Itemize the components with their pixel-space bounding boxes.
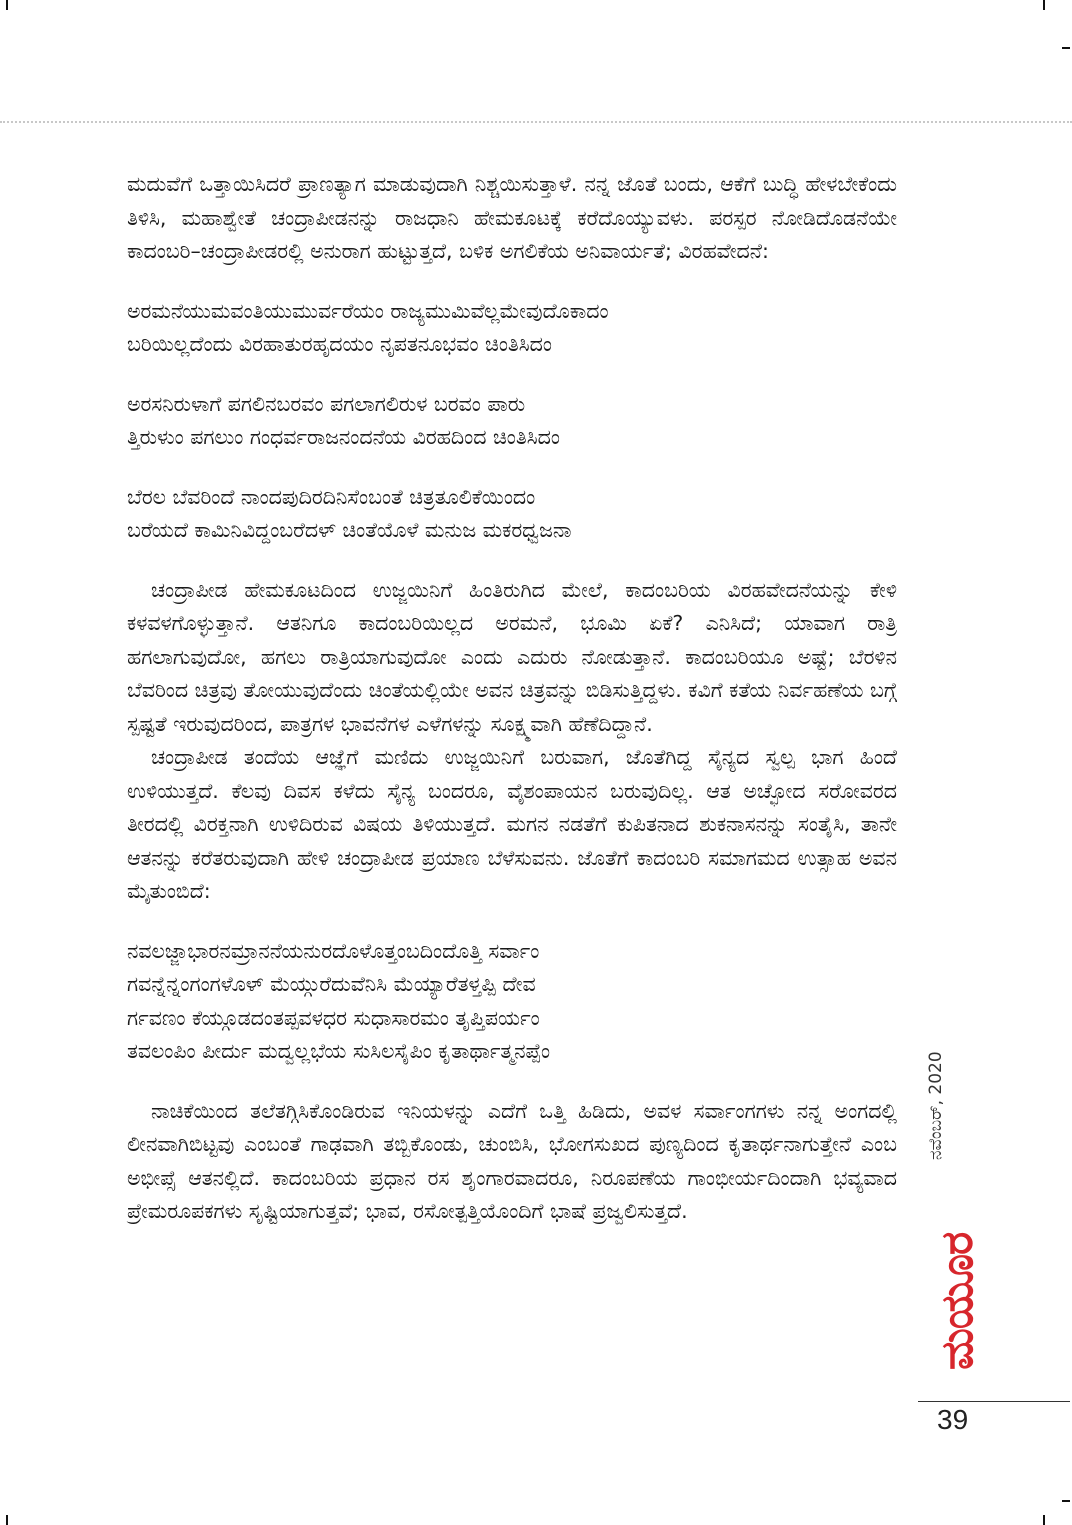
paragraph-2: ಚಂದ್ರಾಪೀಡ ಹೇಮಕೂಟದಿಂದ ಉಜ್ಜಯಿನಿಗೆ ಹಿಂತಿರುಗಿದ ಮೇಲೆ, ಕಾದಂಬರಿಯ ವಿರಹವೇದನೆಯನ್ನು ಕೇಳಿ ಕಳವಳಗೊಳ್ಳುತ್ತಾನೆ. ಆತನಿಗೂ ಕಾದಂಬರಿಯಿಲ್ಲದ ಅರಮನೆ, ಭೂಮಿ ಏಕೆ? ಎನಿಸಿದೆ; ಯಾವಾಗ ರಾತ್ರಿ ಹಗಲಾಗುವುದೋ, ಹಗಲು ರಾತ್ರಿಯಾಗುವುದೋ ಎಂದು ಎದುರು ನೋಡುತ್ತಾನೆ. ಕಾದಂಬರಿಯೂ ಅಷ್ಟೆ; ಬೆರಳಿನ ಬೆವರಿಂದ ಚಿತ್ರವು ತೋಯುವುದೆಂದು ಚಿಂತೆಯಲ್ಲಿಯೇ ಅವನ ಚಿತ್ರವನ್ನು ಬಿಡಿಸುತ್ತಿದ್ದಳು. ಕವಿಗೆ ಕತೆಯ ನಿರ್ವಹಣೆಯ ಬಗ್ಗೆ ಸ್ಪಷ್ಟತೆ ಇರುವುದರಿಂದ, ಪಾತ್ರಗಳ ಭಾವನೆಗಳ ಎಳೆಗಳನ್ನು ಸೂಕ್ಷ್ಮವಾಗಿ ಹೆಣೆದಿದ್ದಾನೆ. <box>127 577 897 736</box>
crop-mark-top-right <box>1043 0 1045 10</box>
crop-mark-right-bottom <box>1062 1500 1070 1502</box>
article-body <box>127 168 897 1229</box>
verse-1 <box>127 295 897 362</box>
verse-3 <box>127 481 897 548</box>
verse-line: ತವಲಂಪಿಂ ಪೀರ್ದು ಮದ್ವಲ್ಲಭೆಯ ಸುಸಿಲಸೈಪಿಂ ಕೃತಾರ್ಥಾತ್ಮನಪ್ಪೆಂ <box>127 1039 551 1063</box>
paragraph-1: ಮದುವೆಗೆ ಒತ್ತಾಯಿಸಿದರೆ ಪ್ರಾಣತ್ಯಾಗ ಮಾಡುವುದಾಗಿ ನಿಶ್ಚಯಿಸುತ್ತಾಳೆ. ನನ್ನ ಜೊತೆ ಬಂದು, ಆಕೆಗೆ ಬುದ್ಧಿ ಹೇಳಬೇಕೆಂದು ತಿಳಿಸಿ, ಮಹಾಶ್ವೇತೆ ಚಂದ್ರಾಪೀಡನನ್ನು ರಾಜಧಾನಿ ಹೇಮಕೂಟಕ್ಕೆ ಕರೆದೊಯ್ಯುವಳು. ಪರಸ್ಪರ ನೋಡಿದೊಡನೆಯೇ ಕಾದಂಬರಿ–ಚಂದ್ರಾಪೀಡರಲ್ಲಿ ಅನುರಾಗ ಹುಟ್ಟುತ್ತದೆ, ಬಳಿಕ ಅಗಲಿಕೆಯ ಅನಿವಾರ್ಯತೆ; ವಿರಹವೇದನೆ: <box>127 172 897 263</box>
page-number: 39 <box>937 1404 969 1435</box>
verse-line: ಬೆರಲ ಬೆವರಿಂದೆ ನಾಂದಪುದಿರದಿನಿಸೆಂಬಂತೆ ಚಿತ್ರತೂಲಿಕೆಯಿಂದಂ <box>127 484 536 509</box>
crop-mark-right-top <box>1062 47 1070 49</box>
crop-mark-top-left <box>6 0 8 10</box>
paragraph-4: ನಾಚಿಕೆಯಿಂದ ತಲೆತಗ್ಗಿಸಿಕೊಂಡಿರುವ ಇನಿಯಳನ್ನು ಎದೆಗೆ ಒತ್ತಿ ಹಿಡಿದು, ಅವಳ ಸರ್ವಾಂಗಗಳು ನನ್ನ ಅಂಗದಲ್ಲಿ ಲೀನವಾಗಿಬಿಟ್ಟವು ಎಂಬಂತೆ ಗಾಢವಾಗಿ ತಬ್ಬಿಕೊಂಡು, ಚುಂಬಿಸಿ, ಭೋಗಸುಖದ ಪುಣ್ಯದಿಂದ ಕೃತಾರ್ಥನಾಗುತ್ತೇನೆ ಎಂಬ ಅಭೀಪ್ಸೆ ಆತನಲ್ಲಿದೆ. ಕಾದಂಬರಿಯ ಪ್ರಧಾನ ರಸ ಶೃಂಗಾರವಾದರೂ, ನಿರೂಪಣೆಯ ಗಾಂಭೀರ್ಯದಿಂದಾಗಿ ಭವ್ಯವಾದ ಪ್ರೇಮರೂಪಕಗಳು ಸೃಷ್ಟಿಯಾಗುತ್ತವೆ; ಭಾವ, ರಸೋತ್ಪತ್ತಿಯೊಂದಿಗೆ ಭಾಷೆ ಪ್ರಜ್ವಲಿಸುತ್ತದೆ. <box>127 1098 897 1223</box>
verse-2 <box>127 388 897 455</box>
verse-line: ಅರಮನೆಯುಮವಂತಿಯುಮುರ್ವರೆಯಂ ರಾಜ್ಯಮುಮಿವೆಲ್ಲಮೇವುದೊಕಾದಂ <box>127 298 609 323</box>
verse-line: ತ್ತಿರುಳುಂ ಪಗಲುಂ ಗಂಧರ್ವರಾಜನಂದನೆಯ ವಿರಹದಿಂದ ಚಿಂತಿಸಿದಂ <box>127 425 560 449</box>
verse-line: ರ್ಗವಣಂ ಕೆಯ್ಗೂಡದಂತಪ್ಪವಳಧರ ಸುಧಾಸಾರಮಂ ತೃಪ್ತಿಪರ್ಯಂ <box>127 1005 540 1030</box>
crop-mark-bottom-right <box>1043 1515 1045 1525</box>
page-number-rule <box>918 1401 1070 1402</box>
paragraph-3: ಚಂದ್ರಾಪೀಡ ತಂದೆಯ ಆಜ್ಞೆಗೆ ಮಣಿದು ಉಜ್ಜಯಿನಿಗೆ ಬರುವಾಗ, ಜೊತೆಗಿದ್ದ ಸೈನ್ಯದ ಸ್ವಲ್ಪ ಭಾಗ ಹಿಂದೆ ಉಳಿಯುತ್ತದೆ. ಕೆಲವು ದಿವಸ ಕಳೆದು ಸೈನ್ಯ ಬಂದರೂ, ವೈಶಂಪಾಯನ ಬರುವುದಿಲ್ಲ. ಆತ ಅಚ್ಛೋದ ಸರೋವರದ ತೀರದಲ್ಲಿ ವಿರಕ್ತನಾಗಿ ಉಳಿದಿರುವ ವಿಷಯ ತಿಳಿಯುತ್ತದೆ. ಮಗನ ನಡತೆಗೆ ಕುಪಿತನಾದ ಶುಕನಾಸನನ್ನು ಸಂತೈಸಿ, ತಾನೇ ಆತನನ್ನು ಕರೆತರುವುದಾಗಿ ಹೇಳಿ ಚಂದ್ರಾಪೀಡ ಪ್ರಯಾಣ ಬೆಳೆಸುವನು. ಜೊತೆಗೆ ಕಾದಂಬರಿ ಸಮಾಗಮದ ಉತ್ಸಾಹ ಅವನ ಮೈತುಂಬಿದೆ: <box>127 745 897 903</box>
verse-line: ಬರಿಯಿಲ್ಲದೆಂದು ವಿರಹಾತುರಹೃದಯಂ ನೃಪತನೂಭವಂ ಚಿಂತಿಸಿದಂ <box>127 332 552 356</box>
verse-line: ನವಲಜ್ಜಾಭಾರನಮ್ರಾನನೆಯನುರದೊಳೊತ್ತಂಬದಿಂದೊತ್ತಿ ಸರ್ವಾಂ <box>127 938 540 963</box>
issue-date: ನವೆಂಬರ್, 2020 <box>926 1051 946 1160</box>
header-dotted-rule <box>0 121 1072 123</box>
verse-line: ಬರೆಯದೆ ಕಾಮಿನಿವಿದ್ದಂಬರೆದಳ್ ಚಿಂತೆಯೊಳೆ ಮನುಜ ಮಕರಧ್ವಜನಾ <box>127 518 572 542</box>
verse-4 <box>127 935 897 1069</box>
magazine-logo: ಮಯೂರ <box>932 1232 983 1370</box>
verse-line: ಗವನ್ನೆನ್ನಂಗಂಗಳೊಳ್ ಮೆಯ್ಗುರೆದುವೆನಿಸಿ ಮೆಯ್ಯಾರೆತಳ್ತಪ್ಪಿ ದೇವ <box>127 972 536 996</box>
magazine-sidebar <box>918 1030 983 1370</box>
crop-mark-bottom-left <box>6 1515 8 1525</box>
verse-line: ಅರಸನಿರುಳಾಗೆ ಪಗಲಿನಬರವಂ ಪಗಲಾಗಲಿರುಳ ಬರವಂ ಪಾರು <box>127 391 526 416</box>
